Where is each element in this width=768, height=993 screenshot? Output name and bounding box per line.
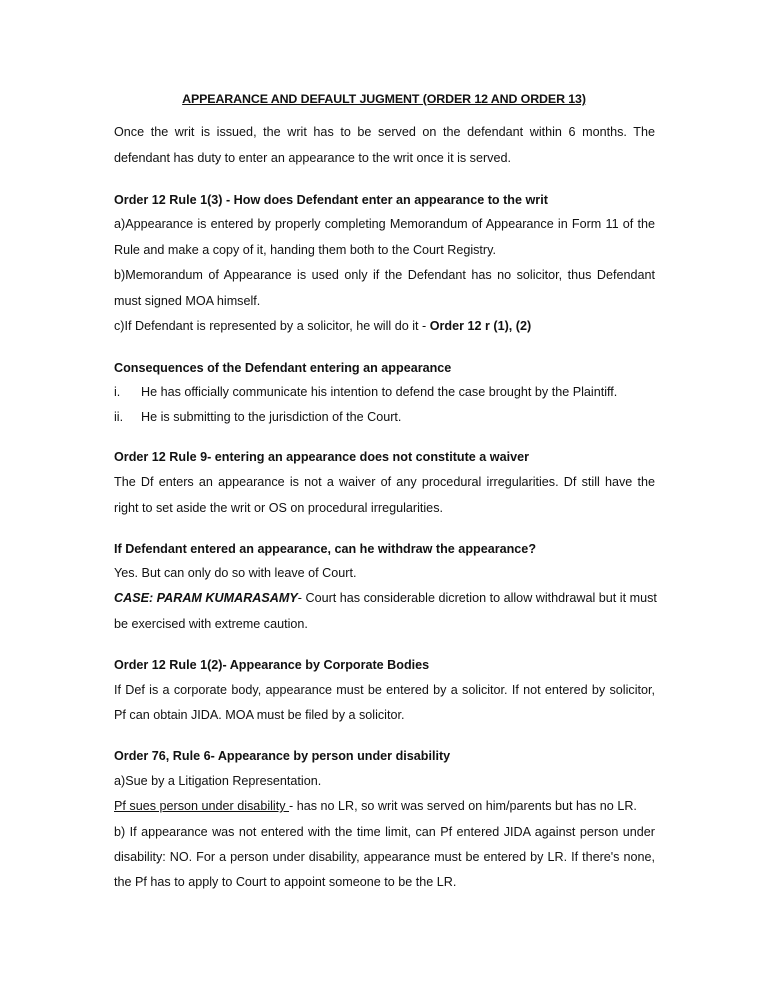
intro-line-2: defendant has duty to enter an appearance to the writ once it is served. xyxy=(114,151,511,165)
section6-a-line: a)Sue by a Litigation Representation. xyxy=(114,774,322,788)
section4-line-1: Yes. But can only do so with leave of Court. xyxy=(114,566,357,580)
section1-b-line-1: b)Memorandum of Appearance is used only if the Defendant has no solicitor, thus Defendant xyxy=(114,268,655,282)
section3-line-2: right to set aside the writ or OS on procedural irregularities. xyxy=(114,501,443,515)
section5-heading: Order 12 Rule 1(2)- Appearance by Corporate Bodies xyxy=(114,658,430,672)
section1-c-line xyxy=(114,314,655,338)
underlined-phrase: Pf sues person under disability xyxy=(114,799,290,813)
section1-c-text: c)If Defendant is represented by a solicitor, he will do it - xyxy=(114,319,430,333)
section1-a-line-1: a)Appearance is entered by properly completing Memorandum of Appearance in Form 11 of the xyxy=(114,217,655,231)
section6-underline-line xyxy=(114,794,655,818)
section6-b-line-3: the Pf has to apply to Court to appoint someone to be the LR. xyxy=(114,875,457,889)
list-item-number: i. xyxy=(114,385,121,399)
section4-line-3: be exercised with extreme caution. xyxy=(114,617,308,631)
intro-line-1: Once the writ is issued, the writ has to be served on the defendant within 6 months. The xyxy=(114,125,655,139)
section3-heading: Order 12 Rule 9- entering an appearance does not constitute a waiver xyxy=(114,450,530,464)
section1-c-citation: Order 12 r (1), (2) xyxy=(429,319,532,333)
section6-b-line-1: b) If appearance was not entered with the time limit, can Pf entered JIDA against person under xyxy=(114,825,655,839)
section5-line-1: If Def is a corporate body, appearance must be entered by a solicitor. If not entered by solicitor, xyxy=(114,683,655,697)
list-item-number: ii. xyxy=(114,410,124,424)
section1-a-line-2: Rule and make a copy of it, handing them both to the Court Registry. xyxy=(114,243,496,257)
section2-heading: Consequences of the Defendant entering an appearance xyxy=(114,361,452,375)
case-name: CASE: PARAM KUMARASAMY xyxy=(114,591,298,605)
section4-heading: If Defendant entered an appearance, can he withdraw the appearance? xyxy=(114,542,537,556)
list-item: He is submitting to the jurisdiction of the Court. xyxy=(141,410,402,424)
section3-line-1: The Df enters an appearance is not a waiver of any procedural irregularities. Df still have the xyxy=(114,475,655,489)
case-text: - Court has considerable dicretion to allow withdrawal but it must xyxy=(297,591,657,605)
section1-b-line-2: must signed MOA himself. xyxy=(114,294,261,308)
section5-line-2: Pf can obtain JIDA. MOA must be filed by a solicitor. xyxy=(114,708,405,722)
section6-b-line-2: disability: NO. For a person under disability, appearance must be entered by LR. If there's none, xyxy=(114,850,655,864)
section4-case-line xyxy=(114,586,655,610)
list-item: He has officially communicate his intention to defend the case brought by the Plaintiff. xyxy=(141,385,618,399)
document-title: APPEARANCE AND DEFAULT JUGMENT (ORDER 12 AND ORDER 13) xyxy=(182,92,586,106)
section1-heading: Order 12 Rule 1(3) - How does Defendant enter an appearance to the writ xyxy=(114,193,548,207)
underline-rest: - has no LR, so writ was served on him/parents but has no LR. xyxy=(289,799,637,813)
section6-heading: Order 76, Rule 6- Appearance by person under disability xyxy=(114,749,451,763)
